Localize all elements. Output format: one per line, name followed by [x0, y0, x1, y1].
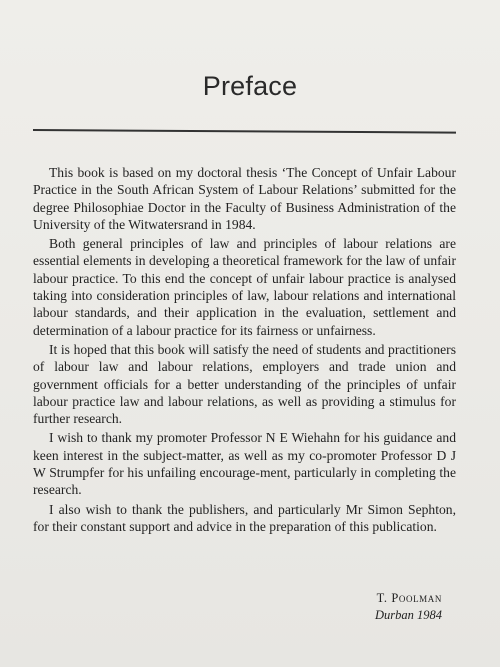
paragraph-thanks-publishers: I also wish to thank the publishers, and particularly Mr Simon Sephton, for their constant support and advice in the preparation of this publication. — [33, 501, 456, 534]
paragraph-principles: Both general principles of law and principles of labour relations are essential elements in developing a theoretical framework for the law of unfair labour practice. To this end the concept of unfair labour practice is analysed taking into consideration principles of law, labour relations and international labour standards, and their application in the evaluation, settlement and determination of a labour practice for its fairness or unfairness. — [33, 236, 456, 338]
author-name: T. Poolman — [376, 591, 442, 605]
preface-body — [33, 164, 456, 537]
title-divider — [33, 129, 456, 134]
paragraph-thesis: This book is based on my doctoral thesis ‘The Concept of Unfair Labour Practice in the South African System of Labour Relations’ submitted for the degree Philosophiae Doctor in the Faculty of Business Administration of the University of the Witwatersrand in 1984. — [33, 165, 456, 232]
place-date: Durban 1984 — [374, 608, 442, 622]
paragraph-thanks-promoters: I wish to thank my promoter Professor N E Wiehahn for his guidance and keen interest in the subject-matter, as well as my co-promoter Professor D J W Strumpfer for his unfailing encourage-ment, particularly in completing the research. — [33, 430, 456, 498]
paragraph-audience: It is hoped that this book will satisfy the need of students and practitioners of labour law and labour relations, employers and trade union and government officials for a better understanding of the principles of unfair labour practice law and labour relations, as well as providing a stimulus for further research. — [33, 341, 456, 427]
signature-block — [375, 590, 442, 624]
page-title: Preface — [202, 71, 298, 101]
